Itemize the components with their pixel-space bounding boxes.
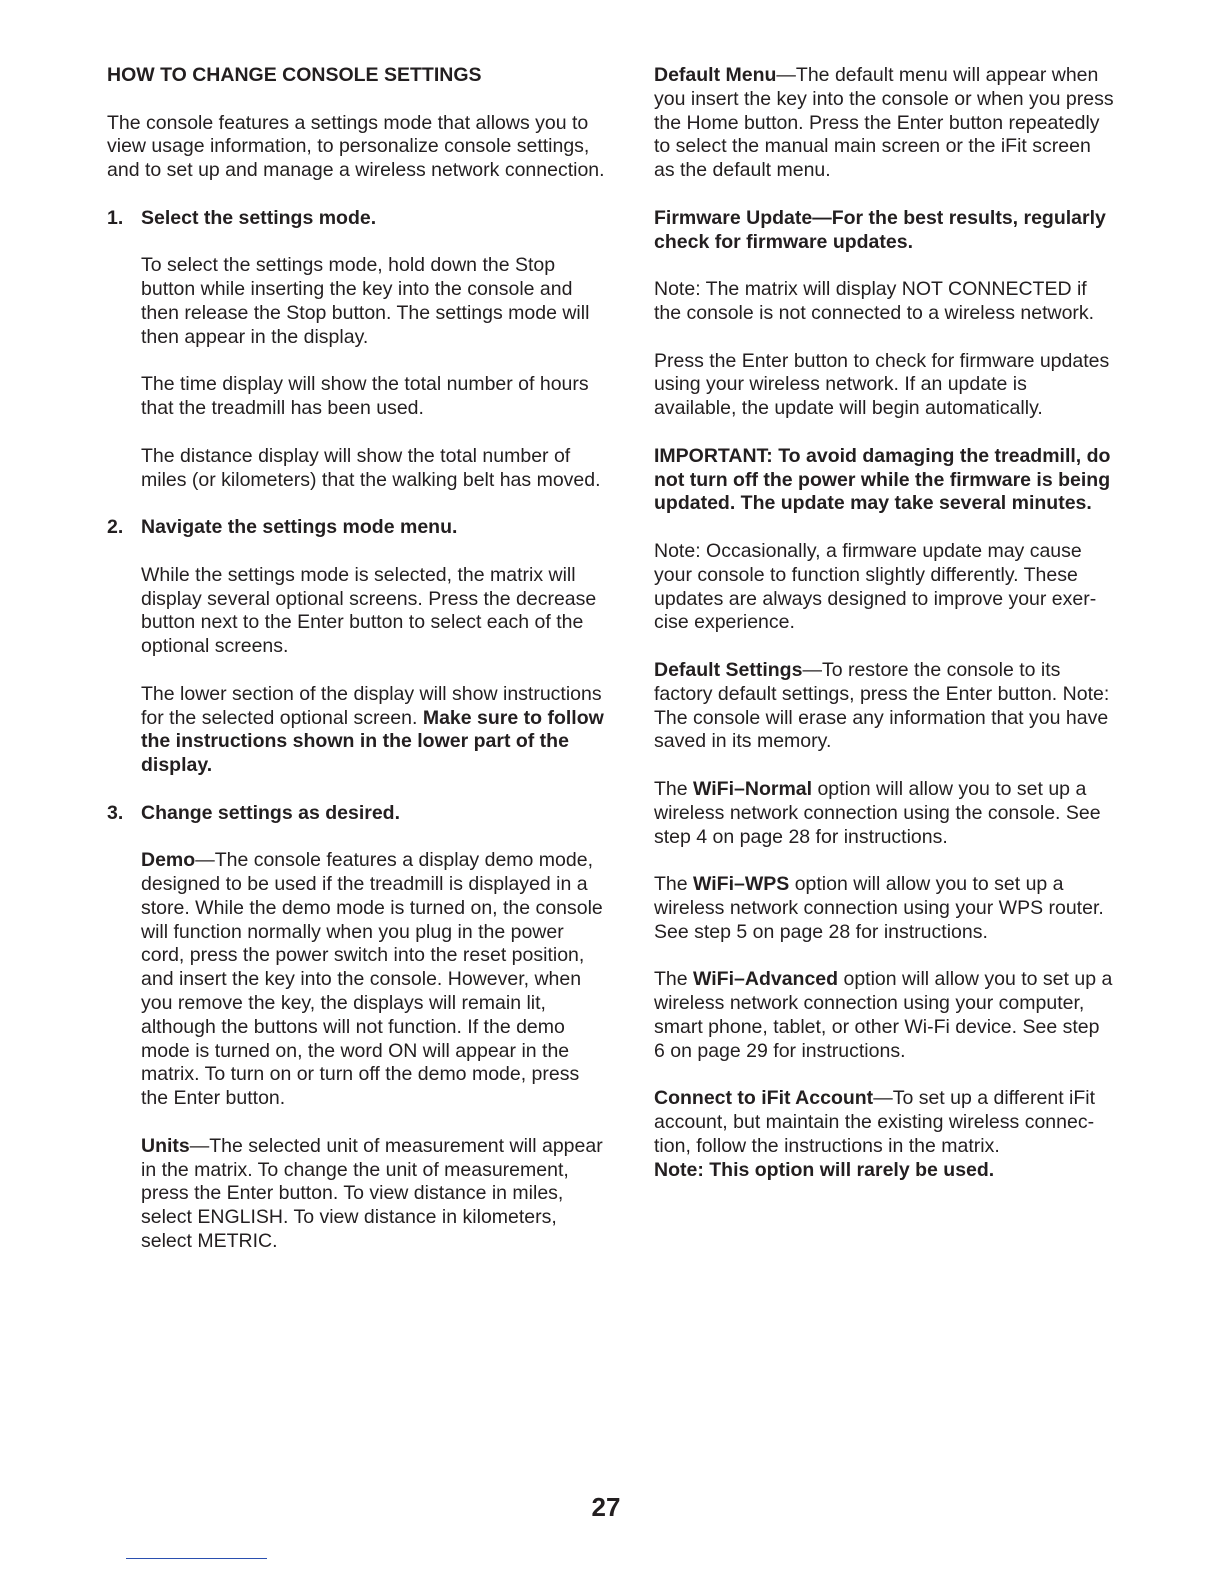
footer-divider	[126, 1558, 267, 1559]
wifi-advanced-text: option will allow you to set up a wireless network connection using your computer, smart phone, tablet, or other Wi-Fi device. See step 6 on page 29 for instructions.	[654, 968, 1113, 1062]
step-1-paragraph-1: To select the settings mode, hold down the Stop button while inserting the key into the console and then release the Stop button. The settings mode will then appear in the display.	[141, 254, 590, 348]
wifi-advanced-paragraph	[654, 968, 1114, 1063]
firmware-update-heading: Firmware Update—For the best results, regularly check for firmware updates.	[654, 206, 1106, 253]
step-1-paragraph-3: The distance display will show the total number of miles (or kilometers) that the walking belt has moved.	[141, 444, 601, 491]
wifi-normal-paragraph	[654, 778, 1114, 849]
default-settings-label: Default Settings	[654, 658, 803, 681]
wifi-wps-label: WiFi–WPS	[693, 873, 790, 896]
important-warning: IMPORTANT: To avoid damaging the treadmill, do not turn off the power while the firmware is being updated. The update may take several minutes.	[654, 444, 1111, 515]
wifi-wps-paragraph	[654, 873, 1114, 944]
intro-paragraph: The console features a settings mode that allows you to view usage information, to personalize console settings, and to set up and manage a wireless network connection.	[107, 111, 605, 182]
default-menu-text: —The default menu will appear when you insert the key into the console or when you press the Home button. Press the Enter button repeatedly to select the manual main screen or the iFit screen as the default menu.	[654, 64, 1114, 182]
step-2-paragraph-2-text: The lower section of the display will show instructions for the selected optional screen.	[141, 682, 602, 729]
units-paragraph	[107, 1135, 607, 1254]
step-1-paragraph-2: The time display will show the total number of hours that the treadmill has been used.	[141, 373, 589, 420]
connect-ifit-text: —To set up a different iFit account, but maintain the existing wireless connection, follow the instructions in the matrix.	[654, 1087, 1096, 1157]
step-3-heading	[107, 802, 607, 826]
connect-ifit-label: Connect to iFit Account	[654, 1087, 874, 1110]
wifi-advanced-label: WiFi–Advanced	[693, 968, 839, 991]
wifi-wps-prefix: The	[654, 873, 694, 896]
right-column	[654, 64, 1114, 1206]
step-3-title: Change settings as desired.	[141, 801, 400, 824]
step-1-number: 1.	[107, 206, 124, 229]
step-2-number: 2.	[107, 516, 124, 539]
wifi-advanced-prefix: The	[654, 968, 694, 991]
wifi-normal-text: option will allow you to set up a wireless network connection using the console. See step 4 on page 28 for instructions.	[654, 777, 1101, 848]
connect-ifit-note: Note: This option will rarely be used.	[654, 1158, 995, 1181]
step-2-heading	[107, 516, 607, 540]
default-settings-paragraph	[654, 659, 1114, 754]
firmware-press-paragraph: Press the Enter button to check for firmware updates using your wireless network. If an update is available, the update will begin automatically.	[654, 349, 1110, 420]
left-column	[107, 64, 607, 1278]
step-2-paragraph-1: While the settings mode is selected, the matrix will display several optional screens. Press the decrease button next to the Enter button to select each of the optional screens.	[141, 563, 597, 658]
default-menu-label: Default Menu	[654, 64, 777, 86]
step-1-title: Select the settings mode.	[141, 206, 377, 229]
occasional-note: Note: Occasionally, a firmware update may cause your console to function slightly differently. These updates are always designed to improve your exercise experience.	[654, 539, 1097, 634]
wifi-normal-prefix: The	[654, 777, 694, 800]
demo-label: Demo	[141, 849, 196, 872]
wifi-wps-text: option will allow you to set up a wireless network connection using your WPS router. See step 5 on page 28 for instructions.	[654, 873, 1104, 943]
connect-ifit-paragraph	[654, 1087, 1114, 1158]
step-2-paragraph-2-bold: Make sure to follow the instructions shown in the lower part of the display.	[141, 706, 604, 777]
wifi-normal-label: WiFi–Normal	[693, 777, 813, 800]
step-3-number: 3.	[107, 801, 124, 824]
demo-paragraph	[107, 849, 607, 1111]
default-settings-text: —To restore the console to its factory default settings, press the Enter button. Note: The console will erase any information that you have saved in its memory.	[654, 658, 1110, 753]
default-menu-paragraph	[654, 64, 1114, 183]
units-label: Units	[141, 1134, 190, 1157]
firmware-note: Note: The matrix will display NOT CONNECTED if the console is not connected to a wireless network.	[654, 278, 1095, 324]
page-number: 27	[591, 1492, 621, 1522]
section-heading: HOW TO CHANGE CONSOLE SETTINGS	[107, 64, 482, 86]
step-2-title: Navigate the settings mode menu.	[141, 516, 458, 539]
step-1-heading	[107, 207, 607, 231]
demo-text: —The console features a display demo mode, designed to be used if the treadmill is displayed in a store. While the demo mode is turned on, the console will function normally when you plug in the power cord, press the power switch into the reset position, and insert the key into the console. However, when you remove the key, the displays will remain lit, although the buttons will not function. If the demo mode is turned on, the word ON will appear in the matrix. To turn on or turn off the demo mode, press the Enter button.	[141, 849, 603, 1110]
step-2-paragraph-2	[107, 683, 607, 778]
units-text: —The selected unit of measurement will appear in the matrix. To change the unit of measurement, press the Enter button. To view distance in miles, select ENGLISH. To view distance in kilometers, select METRIC.	[141, 1134, 603, 1253]
